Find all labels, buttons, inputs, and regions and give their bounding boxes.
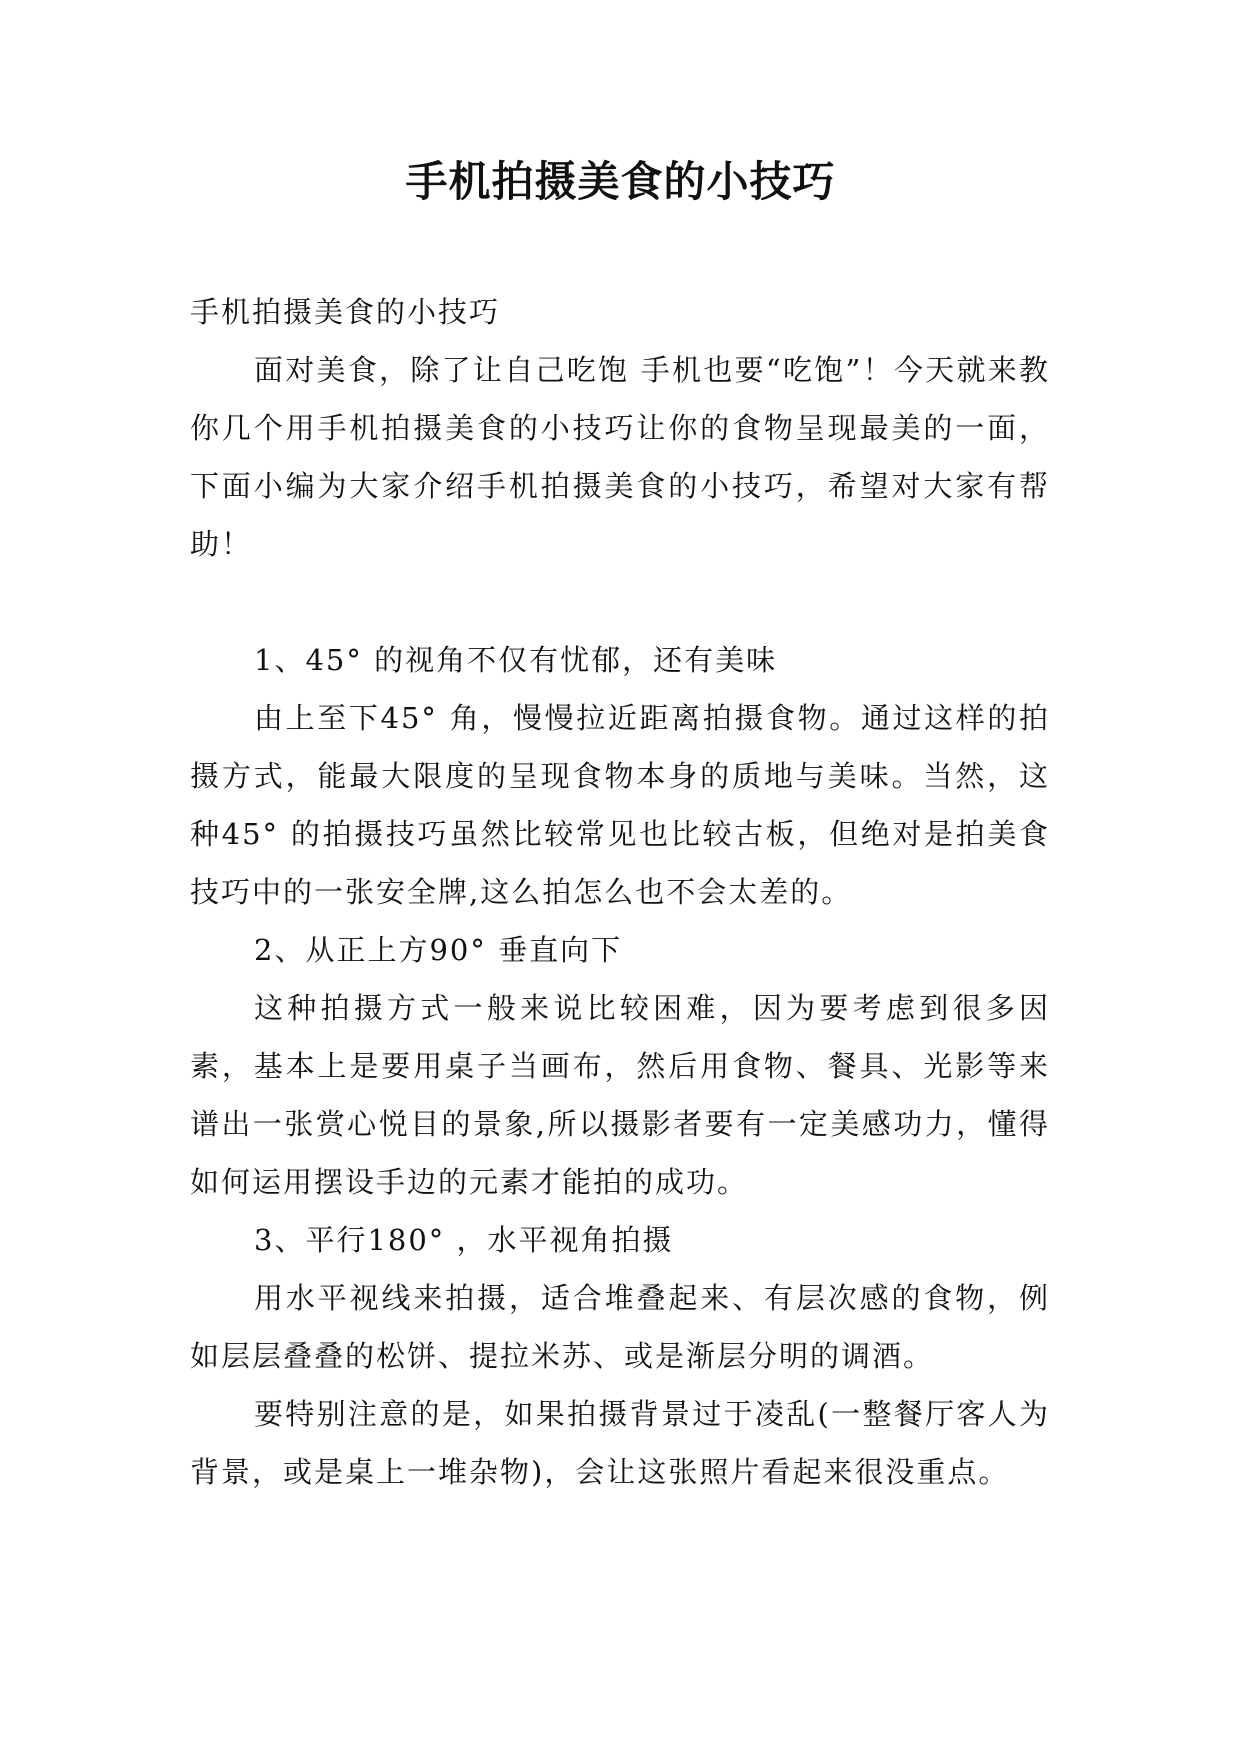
section-heading-1: 1、45° 的视角不仅有忧郁，还有美味 (254, 643, 778, 677)
section-body-1: 由上至下45° 角，慢慢拉近距离拍摄食物。通过这样的拍摄方式，能最大限度的呈现食物本身的质地与美味。当然，这种45° 的拍摄技巧虽然比较常见也比较古板，但绝对是拍美食技巧中的一张安全牌,这么拍怎么也不会太差的。 (190, 701, 1050, 909)
document-body (190, 283, 1050, 1501)
section-body-3: 用水平视线来拍摄，适合堆叠起来、有层次感的食物，例如层层叠叠的松饼、提拉米苏、或是渐层分明的调酒。 (190, 1281, 1050, 1373)
section-heading-2: 2、从正上方90° 垂直向下 (254, 933, 623, 967)
document-title: 手机拍摄美食的小技巧 (405, 157, 836, 206)
paragraph-spacer (190, 573, 1050, 631)
note-paragraph: 要特别注意的是，如果拍摄背景过于凌乱(一整餐厅客人为背景，或是桌上一堆杂物)，会让这张照片看起来很没重点。 (190, 1397, 1050, 1489)
intro-paragraph: 面对美食，除了让自己吃饱 手机也要“吃饱”！今天就来教你几个用手机拍摄美食的小技巧让你的食物呈现最美的一面，下面小编为大家介绍手机拍摄美食的小技巧，希望对大家有帮助！ (190, 353, 1050, 561)
subtitle-line: 手机拍摄美食的小技巧 (190, 295, 501, 329)
section-heading-3: 3、平行180° ，水平视角拍摄 (254, 1223, 674, 1257)
section-body-2: 这种拍摄方式一般来说比较困难，因为要考虑到很多因素，基本上是要用桌子当画布，然后用食物、餐具、光影等来谱出一张赏心悦目的景象,所以摄影者要有一定美感功力，懂得如何运用摆设手边的元素才能拍的成功。 (190, 991, 1050, 1199)
